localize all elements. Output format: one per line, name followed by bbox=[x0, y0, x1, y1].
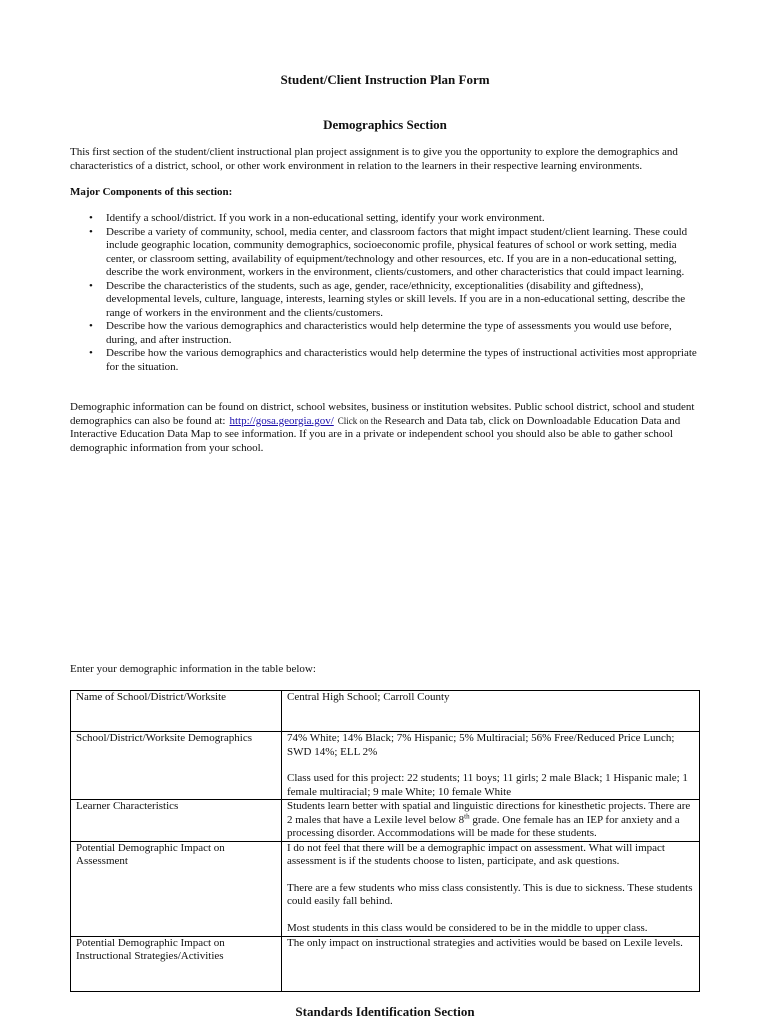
list-item bbox=[70, 347, 700, 374]
demographics-text: 74% White; 14% Black; 7% Hispanic; 5% Multiracial; 56% Free/Reduced Price Lunch; SWD 14%; ELL 2% bbox=[287, 732, 675, 758]
info-text-start: Demographic information can be found on district, school websites, business or institution websites. Public school district, school and student demographics can also be found at: bbox=[70, 401, 695, 427]
row-label: School/District/Worksite Demographics bbox=[71, 732, 282, 800]
bullet-icon: • bbox=[89, 225, 93, 238]
table-row bbox=[71, 936, 700, 991]
bullet-icon: • bbox=[89, 212, 93, 224]
assessment-impact-text: I do not feel that there will be a demographic impact on assessment. What will impact assessment is if the students choose to listen, participate, and ask questions. bbox=[287, 841, 665, 867]
form-title: Student/Client Instruction Plan Form bbox=[280, 72, 490, 87]
row-value bbox=[282, 841, 700, 936]
demographics-table bbox=[70, 690, 700, 992]
bullet-icon: • bbox=[89, 347, 93, 359]
learner-text-end: grade. One female has an IEP for anxiety and a processing disorder. Accommodations will be made for these students. bbox=[287, 813, 680, 839]
list-item bbox=[70, 226, 700, 280]
table-row bbox=[71, 800, 700, 842]
intro-paragraph: This first section of the student/client instructional plan project assignment is to give you the opportunity to explore the demographics and characteristics of a district, school, or other work environment in relation to the learners in their respective learning environments. bbox=[70, 146, 678, 172]
row-label: Potential Demographic Impact on Assessment bbox=[71, 841, 282, 936]
learner-text-start: Students learn better with spatial and linguistic directions for kinesthetic projects. There are 2 males that have a Lexile level below 8 bbox=[287, 800, 691, 826]
bullet-icon: • bbox=[89, 279, 93, 292]
list-item-text: Identify a school/district. If you work in a non-educational setting, identify your work environment. bbox=[106, 212, 545, 224]
attendance-text: There are a few students who miss class consistently. This is due to sickness. These students could easily fall behind. bbox=[287, 881, 693, 907]
list-item bbox=[70, 320, 700, 347]
standards-section-title: Standards Identification Section bbox=[295, 1004, 475, 1019]
row-label: Name of School/District/Worksite bbox=[71, 691, 282, 732]
info-text-end: Research and Data tab, click on Downloadable Education Data and Interactive Education Data Map to see information. If you are in a private or independent school you should also be able to gather school demographic information from your school. bbox=[70, 414, 681, 454]
table-instruction: Enter your demographic information in the table below: bbox=[70, 663, 316, 675]
table-row bbox=[71, 841, 700, 936]
info-small-text: Click on the bbox=[337, 415, 382, 426]
demographic-info-paragraph bbox=[70, 401, 700, 455]
row-value bbox=[282, 732, 700, 800]
list-item-text: Describe how the various demographics and characteristics would help determine the types of instructional activities most appropriate for the situation. bbox=[106, 347, 697, 373]
components-heading: Major Components of this section: bbox=[70, 186, 233, 198]
row-label: Learner Characteristics bbox=[71, 800, 282, 842]
ordinal-suffix: th bbox=[464, 811, 470, 820]
list-item-text: Describe a variety of community, school, media center, and classroom factors that might impact student/client learning. These could include geographic location, community demographics, socioeconomic profile, physical features of school or work setting, media center, or classroom setting, availability of equipment/technology and other resources, etc. If you are in a non-educational setting, describe the work environment, workers in the environment, clients/customers, and other characteristics that could impact learning. bbox=[106, 225, 688, 278]
row-value: Central High School; Carroll County bbox=[282, 691, 700, 732]
row-value: The only impact on instructional strategies and activities would be based on Lexile levels. bbox=[282, 936, 700, 991]
list-item bbox=[70, 212, 700, 226]
list-item-text: Describe how the various demographics and characteristics would help determine the type of assessments you would use before, during, and after instruction. bbox=[106, 320, 672, 346]
components-list bbox=[70, 212, 700, 374]
gosa-link[interactable]: http://gosa.georgia.gov/ bbox=[229, 414, 334, 427]
list-item-text: Describe the characteristics of the students, such as age, gender, race/ethnicity, exceptionalities (disability and giftedness), developmental levels, culture, language, interests, learning styles or skill levels. If you are in a non-educational setting, describe the range of workers in the environment and the clients/customers. bbox=[106, 279, 686, 319]
table-row bbox=[71, 732, 700, 800]
class-level-text: Most students in this class would be considered to be in the middle to upper class. bbox=[287, 921, 648, 934]
list-item bbox=[70, 280, 700, 321]
row-label: Potential Demographic Impact on Instructional Strategies/Activities bbox=[71, 936, 282, 991]
bullet-icon: • bbox=[89, 320, 93, 332]
demographics-section-title: Demographics Section bbox=[323, 117, 447, 132]
table-row bbox=[71, 691, 700, 732]
row-value bbox=[282, 800, 700, 842]
class-composition-text: Class used for this project: 22 students; 11 boys; 11 girls; 2 male Black; 1 Hispanic male; 1 female multiracial; 9 male White; 10 female White bbox=[287, 772, 688, 798]
